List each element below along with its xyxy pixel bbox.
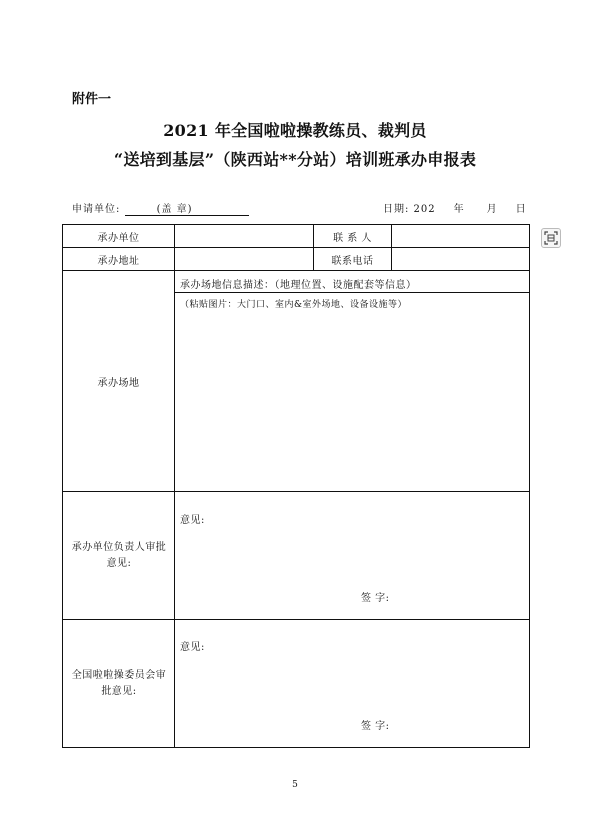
date-year: 年 — [453, 204, 465, 215]
host-opinion-label: 意见: — [180, 515, 205, 526]
title-line-2: “送培到基层”（陕西站**分站）培训班承办申报表 — [113, 150, 477, 169]
date-label: 日期: 202 — [383, 204, 436, 215]
applicant-label: 申请单位: — [72, 204, 121, 215]
title-line-1: 2021 年全国啦啦操教练员、裁判员 — [163, 121, 427, 140]
committee-approval-label: 全国啦啦操委员会审批意见: — [71, 669, 167, 697]
date-day: 日 — [515, 204, 527, 215]
applicant-line — [72, 200, 249, 216]
seal-text: (盖 章) — [156, 204, 193, 215]
host-address-label: 承办地址 — [97, 255, 140, 267]
host-signature-label: 签 字: — [361, 593, 390, 604]
date-month: 月 — [486, 204, 498, 215]
application-form-table — [62, 224, 530, 748]
scan-icon[interactable] — [541, 228, 561, 248]
venue-description-label: 承办场地信息描述：（地理位置、设施配套等信息） — [180, 280, 417, 291]
contact-phone-label: 联系电话 — [331, 255, 374, 267]
contact-person-field[interactable] — [392, 225, 529, 247]
committee-signature-label: 签 字: — [361, 721, 390, 732]
host-approval-label: 承办单位负责人审批意见: — [71, 541, 167, 569]
venue-photos-note: （粘贴图片：大门口、室内&室外场地、设备设施等） — [180, 300, 408, 310]
attachment-label: 附件一 — [72, 92, 112, 107]
contact-phone-field[interactable] — [392, 248, 529, 270]
host-unit-label: 承办单位 — [97, 232, 140, 244]
seal-field — [125, 200, 249, 216]
committee-opinion-label: 意见: — [180, 642, 205, 653]
column-divider — [174, 225, 175, 747]
date-line — [383, 200, 527, 215]
host-address-field[interactable] — [175, 248, 313, 270]
host-unit-field[interactable] — [175, 225, 313, 247]
venue-label: 承办场地 — [97, 377, 140, 389]
page-number: 5 — [292, 780, 298, 790]
row-divider — [174, 292, 529, 293]
contact-person-label: 联 系 人 — [333, 232, 372, 244]
